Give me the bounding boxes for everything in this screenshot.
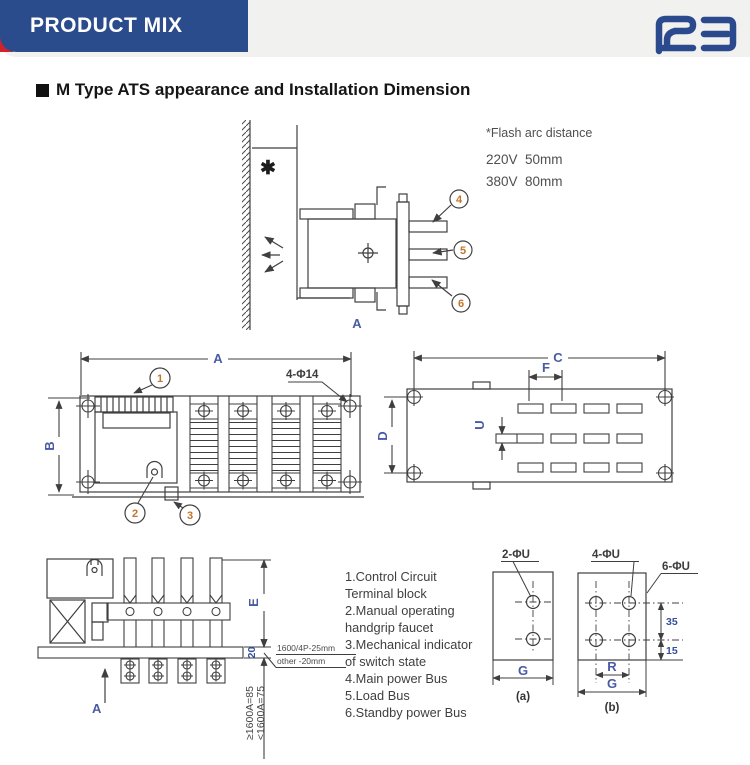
- legend-line: of switch state: [345, 654, 427, 669]
- front-view-drawing: [30, 345, 375, 540]
- flash-note-row: 380V 80mm: [486, 174, 563, 189]
- side-section-drawing: [30, 545, 360, 765]
- dim-label-e: E: [246, 598, 261, 607]
- terminal-blocks: [121, 659, 225, 683]
- holes-2phiU-label: 2-ΦU: [502, 549, 530, 561]
- bus-thickness-note: [264, 643, 356, 668]
- plate-b: [578, 562, 698, 698]
- dim-label-g-a: G: [517, 663, 529, 678]
- page-title: M Type ATS appearance and Installation Dimension: [56, 80, 471, 99]
- legend-line: 5.Load Bus: [345, 688, 410, 703]
- ats-body: [300, 187, 447, 314]
- page-title-row: [36, 80, 470, 100]
- view-label-a: (a): [515, 691, 531, 703]
- holes-6phiU-label: 6-ΦU: [662, 561, 690, 573]
- square-bullet-icon: [36, 84, 49, 97]
- dim-label-a: A: [213, 351, 223, 366]
- top-outline: [407, 382, 672, 489]
- balloon-4: 4: [455, 194, 463, 206]
- flash-asterisk-icon: ✱: [260, 158, 276, 179]
- dim-label-15: 15: [666, 645, 678, 657]
- note-line1: 1600/4P-25mm: [277, 643, 336, 653]
- brand-logo-icon: [648, 10, 740, 55]
- parts-legend: [345, 568, 472, 721]
- balloons-456: [432, 190, 472, 312]
- dim-label-u: U: [472, 420, 487, 430]
- flash-direction-arrows: [262, 237, 283, 272]
- top-view-drawing: [375, 345, 700, 495]
- terminal-plates-drawing: [485, 545, 700, 720]
- flash-arc-note: [486, 126, 592, 196]
- dim-label-d: D: [375, 431, 390, 441]
- vnote-lt1600: <1600A=75: [255, 685, 267, 741]
- section-label-a: A: [352, 316, 362, 331]
- legend-line: handgrip faucet: [345, 620, 434, 635]
- legend-line: 1.Control Circuit: [345, 569, 437, 584]
- dim-label-g-b: G: [606, 676, 618, 691]
- corner-holes: [405, 388, 674, 482]
- balloon-6: 6: [457, 298, 465, 310]
- balloon-5: 5: [459, 245, 467, 257]
- dim-label-35: 35: [666, 616, 678, 628]
- balloon-1: 1: [156, 373, 164, 385]
- legend-line: 2.Manual operating: [345, 603, 455, 618]
- view-arrow-label-a: A: [92, 701, 102, 716]
- legend-line: 3.Mechanical indicator: [345, 637, 473, 652]
- balloons-123: [125, 368, 200, 525]
- dim-label-20: 20: [246, 646, 258, 659]
- note-line2: other -20mm: [277, 656, 326, 666]
- dim-label-r: R: [607, 659, 617, 674]
- banner-label: PRODUCT MIX: [30, 14, 183, 37]
- balloon-2: 2: [131, 508, 139, 520]
- dim-c: [414, 351, 665, 391]
- arc-chute-columns: [190, 396, 341, 492]
- leader-4-phi14: [288, 382, 347, 402]
- legend-line: 6.Standby power Bus: [345, 705, 467, 720]
- legend-line: 4.Main power Bus: [345, 671, 448, 686]
- flash-note-heading: *Flash arc distance: [486, 126, 593, 140]
- vent-slots: [496, 404, 642, 472]
- holes-4-phi14-label: 4-Φ14: [286, 369, 319, 381]
- flash-note-row: 220V 50mm: [486, 152, 563, 167]
- legend-line: Terminal block: [345, 586, 427, 601]
- product-mix-banner: [0, 0, 248, 52]
- dim-label-b: B: [42, 441, 57, 451]
- dim-label-c: C: [553, 350, 563, 365]
- view-label-b: (b): [604, 702, 620, 714]
- balloon-3: 3: [186, 510, 194, 522]
- dim-label-f: F: [542, 360, 550, 375]
- mechanism-outline: [47, 559, 113, 643]
- wall-mount-diagram: [228, 108, 478, 343]
- vnote-ge1600: ≥1600A=85: [244, 686, 256, 740]
- holes-4phiU-label: 4-ΦU: [592, 549, 620, 561]
